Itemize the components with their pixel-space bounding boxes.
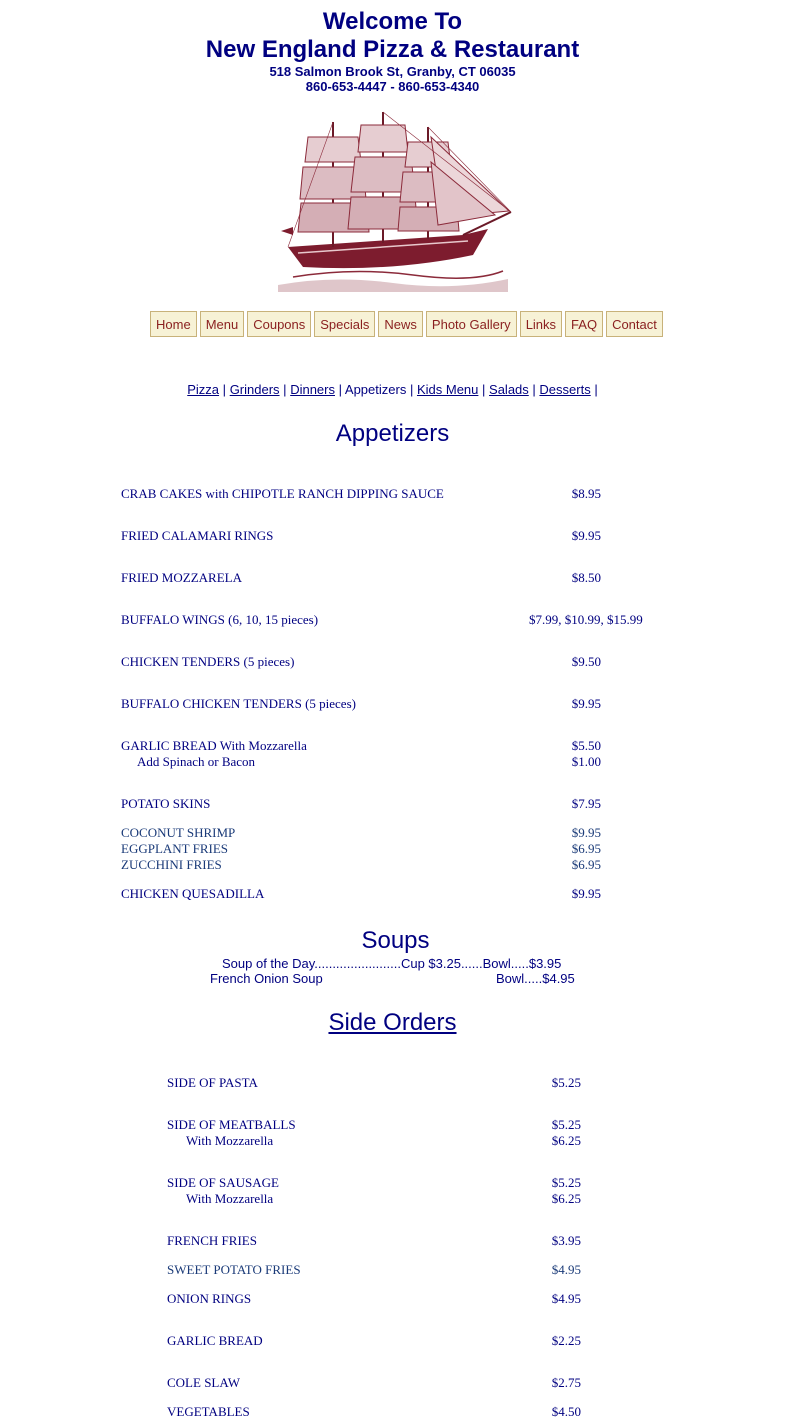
side-item-name: SWEET POTATO FRIES (167, 1262, 301, 1277)
menu-item-price: $8.50 (571, 570, 601, 585)
menu-item-price: $9.95 (571, 886, 601, 901)
menu-item-name: BUFFALO WINGS (6, 10, 15 pieces) (121, 612, 319, 627)
side-item-price: $2.25 (551, 1333, 581, 1348)
ship-logo-image (273, 107, 513, 298)
separator: | (338, 382, 342, 397)
side-item-price: $4.95 (551, 1262, 581, 1277)
soup-of-day: Soup of the Day........................Cup $3.25......Bowl.....$3.95 (222, 956, 562, 971)
nav-news[interactable]: News (378, 311, 423, 337)
menu-item-price: $1.00 (571, 754, 601, 769)
submenu-kids-menu[interactable]: Kids Menu (416, 382, 479, 397)
submenu-grinders[interactable]: Grinders (229, 382, 280, 397)
side-item-name: SIDE OF SAUSAGE (167, 1175, 279, 1190)
menu-item-name: CRAB CAKES with CHIPOTLE RANCH DIPPING SAUCE (121, 486, 444, 501)
side-item-addon: With Mozzarella (186, 1191, 274, 1206)
side-item-price: $3.95 (551, 1233, 581, 1248)
nav-specials[interactable]: Specials (314, 311, 375, 337)
nav-faq[interactable]: FAQ (565, 311, 603, 337)
menu-item-addon: Add Spinach or Bacon (137, 754, 256, 769)
separator: | (594, 382, 598, 397)
side-item-price: $4.50 (551, 1404, 581, 1419)
french-onion-soup: French Onion Soup (210, 971, 323, 986)
menu-item-price: $5.50 (571, 738, 601, 753)
menu-item-price: $9.95 (571, 696, 601, 711)
side-item-price: $5.25 (551, 1117, 581, 1132)
side-item-name: GARLIC BREAD (167, 1333, 263, 1348)
ship-icon (273, 107, 513, 298)
submenu-desserts[interactable]: Desserts (539, 382, 591, 397)
nav-contact[interactable]: Contact (606, 311, 663, 337)
menu-item-price: $6.95 (571, 841, 601, 856)
side-item-name: FRENCH FRIES (167, 1233, 257, 1248)
separator: | (222, 382, 227, 397)
address: 518 Salmon Brook St, Granby, CT 06035 (269, 64, 516, 79)
separator: | (283, 382, 287, 397)
menu-item-price: $9.95 (571, 825, 601, 840)
soups-heading: Soups (361, 927, 430, 954)
separator: | (409, 382, 414, 397)
menu-item-name: COCONUT SHRIMP (121, 825, 236, 840)
restaurant-name: New England Pizza & Restaurant (205, 36, 580, 63)
main-nav (150, 311, 663, 337)
menu-item-name: GARLIC BREAD With Mozzarella (121, 738, 307, 753)
side-orders-heading: Side Orders (328, 1009, 457, 1036)
side-item-name: ONION RINGS (167, 1291, 252, 1306)
menu-item-name: CHICKEN TENDERS (5 pieces) (121, 654, 295, 669)
menu-item-name: CHICKEN QUESADILLA (121, 886, 265, 901)
submenu-salads[interactable]: Salads (489, 382, 529, 397)
french-onion-price: Bowl.....$4.95 (496, 971, 575, 986)
menu-item-price: $9.95 (571, 528, 601, 543)
side-item-name: SIDE OF PASTA (167, 1075, 258, 1090)
separator: | (532, 382, 536, 397)
submenu-dinners[interactable]: Dinners (290, 382, 335, 397)
menu-item-price: $7.99, $10.99, $15.99 (529, 612, 643, 627)
side-item-price: $4.95 (551, 1291, 581, 1306)
menu-item-name: ZUCCHINI FRIES (121, 857, 222, 872)
nav-links[interactable]: Links (520, 311, 562, 337)
menu-item-price: $7.95 (571, 796, 601, 811)
menu-item-name: POTATO SKINS (121, 796, 211, 811)
appetizers-heading: Appetizers (335, 420, 450, 447)
welcome-heading: Welcome To (322, 8, 463, 35)
side-item-name: VEGETABLES (167, 1404, 250, 1419)
nav-photo-gallery[interactable]: Photo Gallery (426, 311, 517, 337)
menu-item-name: FRIED CALAMARI RINGS (121, 528, 274, 543)
separator: | (482, 382, 486, 397)
menu-item-price: $6.95 (571, 857, 601, 872)
menu-item-price: $9.50 (571, 654, 601, 669)
nav-menu[interactable]: Menu (200, 311, 245, 337)
side-item-addon: With Mozzarella (186, 1133, 274, 1148)
menu-item-name: EGGPLANT FRIES (121, 841, 229, 856)
submenu-appetizers-current: Appetizers (344, 382, 407, 397)
side-item-price: $5.25 (551, 1175, 581, 1190)
submenu-pizza[interactable]: Pizza (187, 382, 220, 397)
menu-item-name: BUFFALO CHICKEN TENDERS (5 pieces) (121, 696, 356, 711)
menu-item-price: $8.95 (571, 486, 601, 501)
side-item-price: $6.25 (551, 1191, 581, 1206)
menu-item-name: FRIED MOZZARELA (121, 570, 242, 585)
side-item-name: COLE SLAW (167, 1375, 240, 1390)
nav-coupons[interactable]: Coupons (247, 311, 311, 337)
side-item-price: $2.75 (551, 1375, 581, 1390)
side-item-price: $6.25 (551, 1133, 581, 1148)
side-item-price: $5.25 (551, 1075, 581, 1090)
side-item-name: SIDE OF MEATBALLS (167, 1117, 296, 1132)
menu-category-links (0, 382, 785, 397)
phone-numbers: 860-653-4447 - 860-653-4340 (305, 79, 480, 94)
nav-home[interactable]: Home (150, 311, 197, 337)
